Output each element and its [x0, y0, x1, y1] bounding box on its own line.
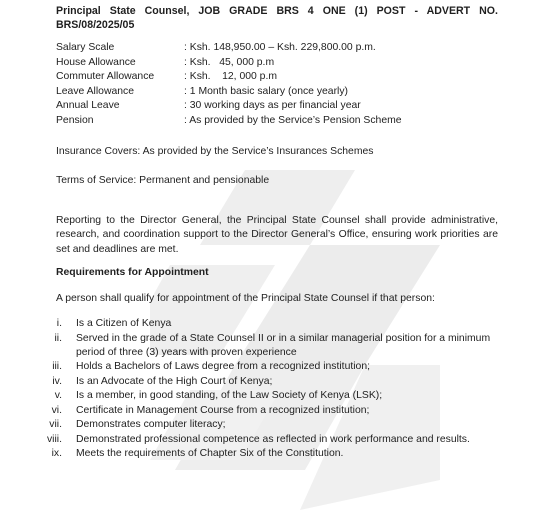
detail-label: Leave Allowance	[56, 85, 134, 97]
list-item-text: Holds a Bachelors of Laws degree from a recognized institution;	[76, 361, 370, 373]
list-item	[56, 317, 498, 331]
requirements-intro: A person shall qualify for appointment of the Principal State Counsel if that person:	[56, 292, 435, 304]
detail-row-leave-allowance	[56, 85, 498, 100]
list-item-number: iv.	[52, 375, 62, 387]
list-item-number: viii.	[46, 433, 62, 445]
list-item-text: Is a Citizen of Kenya	[76, 318, 172, 330]
advert-content	[46, 4, 498, 471]
list-item	[56, 389, 498, 403]
list-item-text: Served in the grade of a State Counsel II or in a similar managerial position for a minimum period of three (3) years with proven experience	[76, 332, 491, 358]
requirements-heading: Requirements for Appointment	[56, 267, 209, 279]
insurance-text: Insurance Covers: As provided by the Service’s Insurances Schemes	[56, 145, 374, 157]
terms-of-service-text: Terms of Service: Permanent and pensionable	[56, 175, 270, 187]
detail-value: : As provided by the Service’s Pension Scheme	[184, 114, 402, 126]
list-item-text: Demonstrated professional competence as reflected in work performance and results.	[76, 433, 470, 445]
advert-title: Principal State Counsel, JOB GRADE BRS 4 ONE (1) POST - ADVERT NO. BRS/08/2025/05	[56, 5, 498, 31]
list-item	[46, 433, 498, 447]
detail-row-commuter-allowance	[56, 70, 498, 85]
detail-value: : Ksh. 45, 000 p.m	[184, 56, 275, 68]
detail-label: House Allowance	[56, 56, 136, 68]
list-item-number: iii.	[52, 361, 62, 373]
list-item	[49, 418, 498, 432]
detail-value: : 1 Month basic salary (once yearly)	[184, 85, 349, 97]
list-item-number: vi.	[51, 404, 62, 416]
detail-row-salary-scale	[56, 41, 498, 56]
list-item-number: i.	[56, 318, 62, 330]
detail-value: : Ksh. 12, 000 p.m	[184, 71, 277, 83]
detail-value: : 30 working days as per financial year	[184, 100, 361, 112]
list-item-number: ix.	[51, 448, 62, 460]
terms-table	[56, 41, 498, 129]
list-item-text: Demonstrates computer literacy;	[76, 419, 226, 431]
detail-row-annual-leave	[56, 99, 498, 114]
detail-label: Commuter Allowance	[56, 71, 155, 83]
role-description: Reporting to the Director General, the Principal State Counsel shall provide administrative, research, and coordination support to the Director General’s Office, ensuring work priorities are set and deadlines are met.	[56, 214, 498, 255]
list-item	[51, 404, 498, 418]
list-item-text: Is a member, in good standing, of the Law Society of Kenya (LSK);	[76, 390, 383, 402]
list-item	[52, 375, 498, 389]
detail-row-house-allowance	[56, 56, 498, 71]
list-item-number: vii.	[49, 419, 62, 431]
list-item-text: Certificate in Management Course from a recognized institution;	[76, 404, 370, 416]
list-item	[52, 360, 498, 374]
detail-value: : Ksh. 148,950.00 – Ksh. 229,800.00 p.m.	[184, 42, 376, 53]
list-item-number: v.	[54, 390, 62, 402]
requirements-list	[46, 317, 498, 461]
detail-label: Pension	[56, 114, 94, 126]
list-item-number: ii.	[54, 332, 62, 344]
list-item-text: Meets the requirements of Chapter Six of the Constitution.	[76, 448, 344, 460]
detail-label: Annual Leave	[56, 100, 120, 112]
list-item	[51, 447, 498, 461]
detail-label: Salary Scale	[56, 42, 115, 53]
list-item	[56, 332, 498, 360]
list-item-text: Is an Advocate of the High Court of Kenya;	[76, 375, 273, 387]
detail-row-pension	[56, 114, 498, 129]
